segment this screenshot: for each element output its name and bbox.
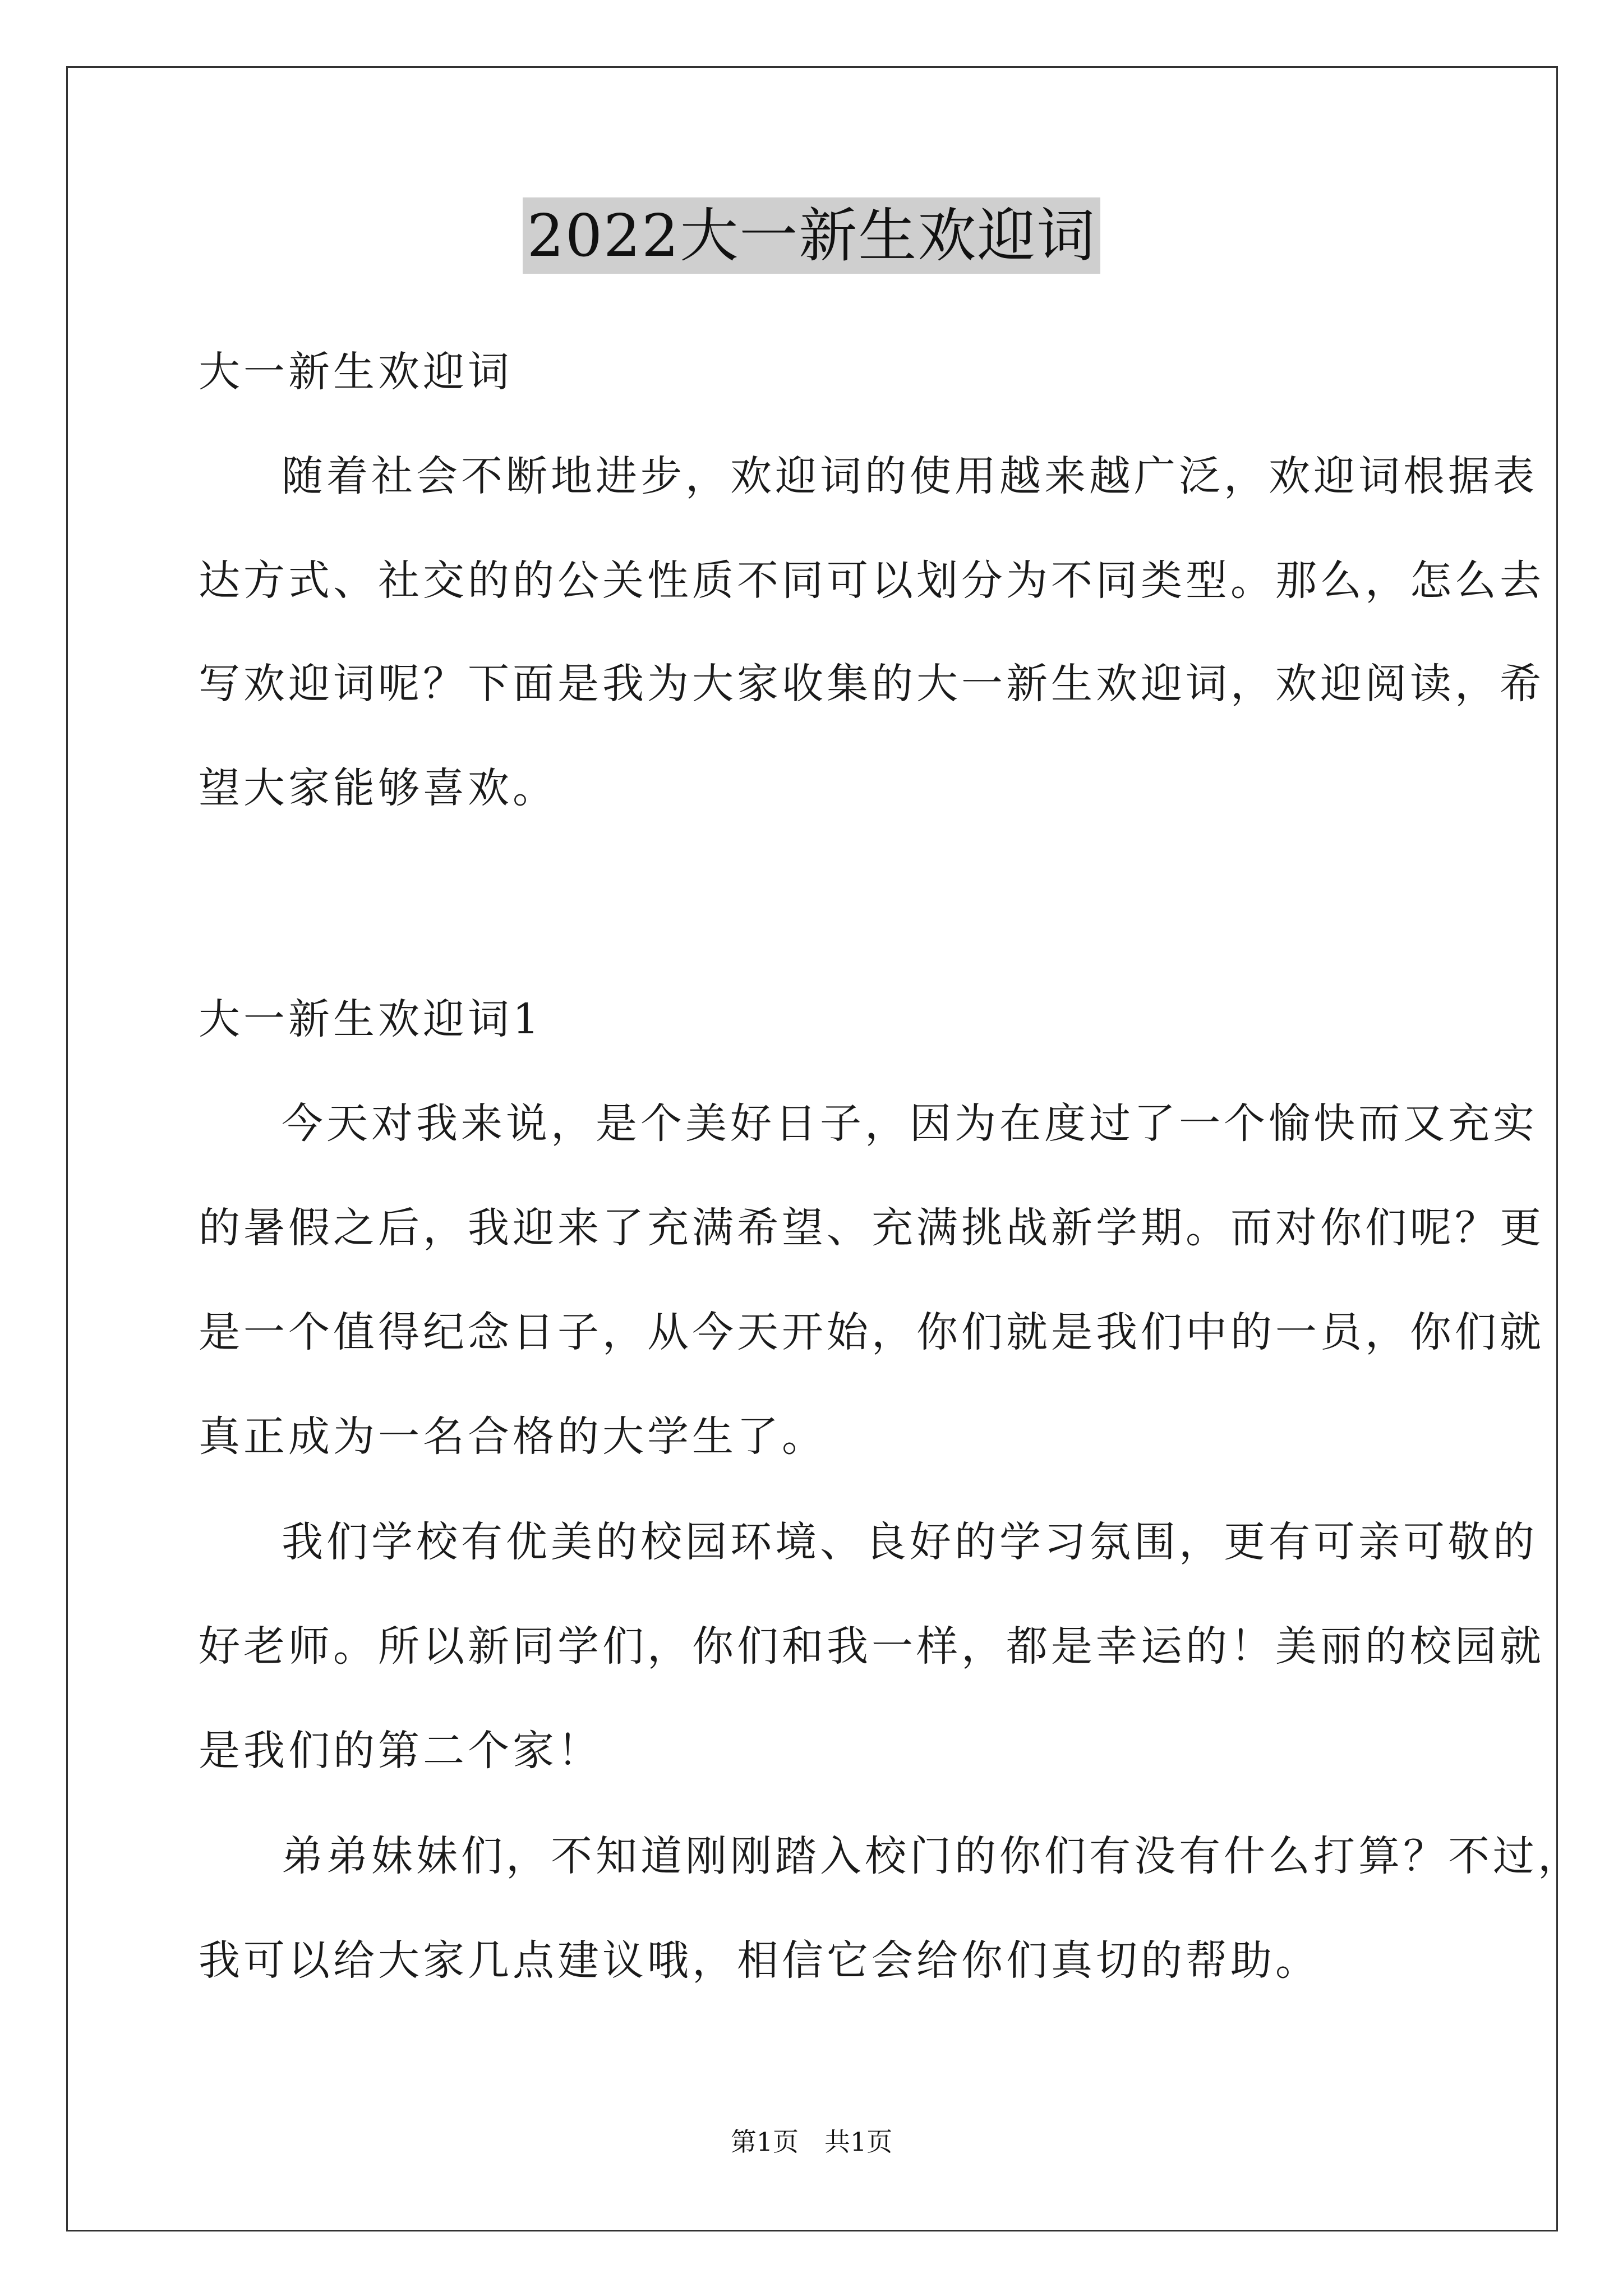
page-footer <box>0 2125 1623 2159</box>
paragraph-line: 好老师。所以新同学们，你们和我一样，都是幸运的！美丽的校园就 <box>199 1622 1544 1671</box>
paragraph-line: 我们学校有优美的校园环境、良好的学习氛围，更有可亲可敬的 <box>282 1518 1538 1566</box>
paragraph-line: 随着社会不断地进步，欢迎词的使用越来越广泛，欢迎词根据表 <box>282 452 1538 500</box>
paragraph-line: 弟弟妹妹们，不知道刚刚踏入校门的你们有没有什么打算？不过， <box>282 1832 1583 1880</box>
paragraph-line: 是一个值得纪念日子，从今天开始，你们就是我们中的一员，你们就 <box>199 1308 1544 1356</box>
page-number: 第1页 共1页 <box>730 2127 893 2157</box>
paragraph-line: 是我们的第二个家！ <box>199 1727 602 1775</box>
paragraph-line: 写欢迎词呢？下面是我为大家收集的大一新生欢迎词，欢迎阅读，希 <box>199 660 1544 708</box>
intro-heading: 大一新生欢迎词 <box>199 348 513 396</box>
section-heading: 大一新生欢迎词1 <box>199 995 543 1043</box>
title-container <box>0 197 1623 274</box>
paragraph-line: 今天对我来说，是个美好日子，因为在度过了一个愉快而又充实 <box>282 1099 1538 1148</box>
paragraph-line: 真正成为一名合格的大学生了。 <box>199 1412 827 1461</box>
paragraph-line: 达方式、社交的的公关性质不同可以划分为不同类型。那么，怎么去 <box>199 556 1544 605</box>
paragraph-line: 我可以给大家几点建议哦，相信它会给你们真切的帮助。 <box>199 1936 1320 1985</box>
paragraph-line: 望大家能够喜欢。 <box>199 764 557 812</box>
paragraph-line: 的暑假之后，我迎来了充满希望、充满挑战新学期。而对你们呢？更 <box>199 1204 1544 1252</box>
document-title: 2022大一新生欢迎词 <box>523 197 1101 274</box>
